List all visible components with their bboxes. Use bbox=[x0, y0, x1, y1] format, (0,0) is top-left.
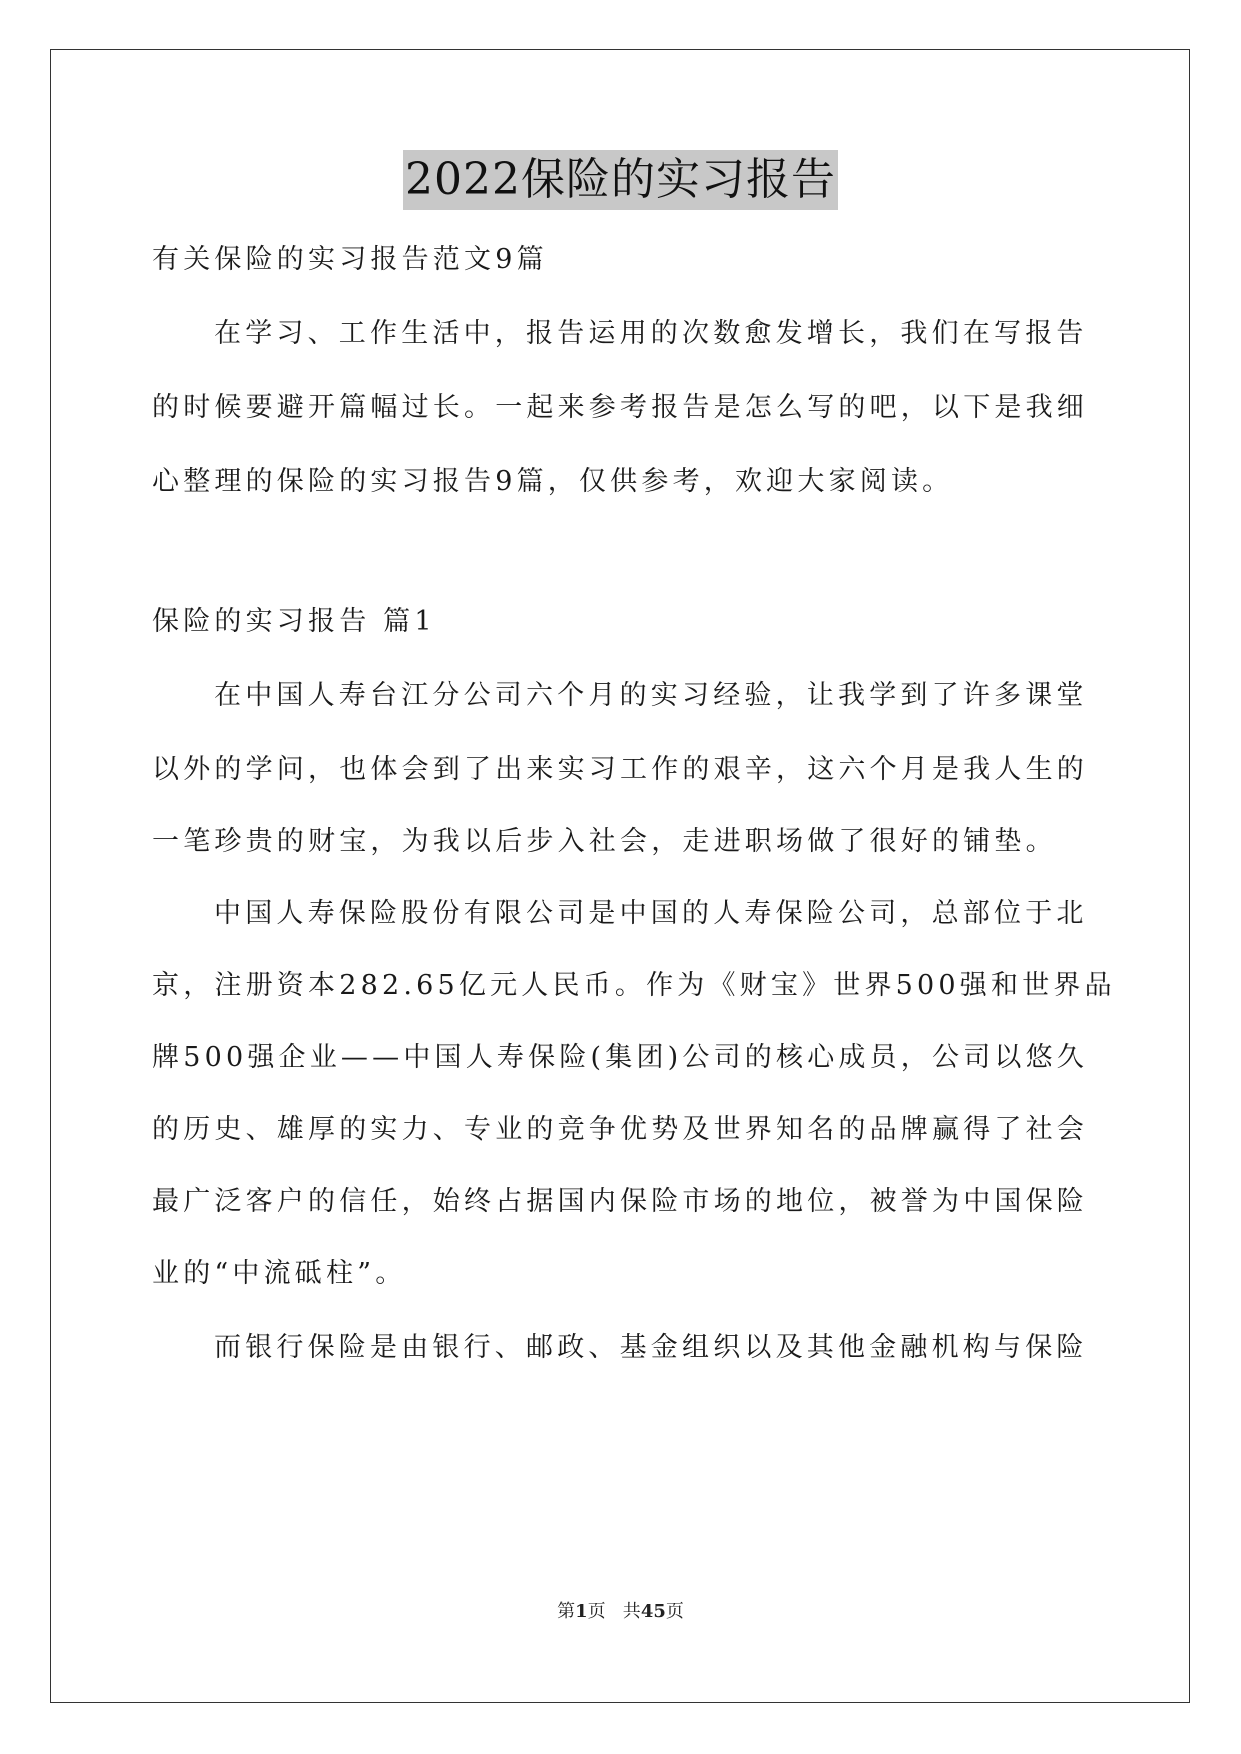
paragraph-line: 业的“中流砥柱”。 bbox=[152, 1258, 407, 1289]
total-pages: 45 bbox=[640, 1601, 666, 1622]
document-title: 2022保险的实习报告 bbox=[403, 150, 838, 210]
title-container bbox=[0, 150, 1241, 210]
footer-prefix: 第 bbox=[557, 1601, 576, 1622]
paragraph-line: 而银行保险是由银行、邮政、基金组织以及其他金融机构与保险 bbox=[214, 1332, 1088, 1363]
page-footer bbox=[0, 1600, 1241, 1624]
footer-suffix: 页 bbox=[665, 1601, 684, 1622]
footer-mid: 页 共 bbox=[587, 1601, 641, 1622]
paragraph-line: 在中国人寿台江分公司六个月的实习经验，让我学到了许多课堂 bbox=[214, 680, 1088, 711]
paragraph-line: 京，注册资本282.65亿元人民币。作为《财宝》世界500强和世界品 bbox=[152, 970, 1116, 1001]
intro-line: 的时候要避开篇幅过长。一起来参考报告是怎么写的吧，以下是我细 bbox=[152, 392, 1088, 423]
paragraph-line: 以外的学问，也体会到了出来实习工作的艰辛，这六个月是我人生的 bbox=[152, 754, 1088, 785]
document-subtitle: 有关保险的实习报告范文9篇 bbox=[152, 244, 548, 275]
paragraph-line: 最广泛客户的信任，始终占据国内保险市场的地位，被誉为中国保险 bbox=[152, 1186, 1088, 1217]
paragraph-line: 中国人寿保险股份有限公司是中国的人寿保险公司，总部位于北 bbox=[214, 898, 1088, 929]
page-border bbox=[50, 49, 1190, 1703]
page-number: 1 bbox=[575, 1601, 588, 1622]
intro-line: 在学习、工作生活中，报告运用的次数愈发增长，我们在写报告 bbox=[214, 318, 1088, 349]
paragraph-line: 一笔珍贵的财宝，为我以后步入社会，走进职场做了很好的铺垫。 bbox=[152, 826, 1057, 857]
section-heading: 保险的实习报告 篇1 bbox=[152, 606, 436, 637]
paragraph-line: 的历史、雄厚的实力、专业的竞争优势及世界知名的品牌赢得了社会 bbox=[152, 1114, 1088, 1145]
intro-line: 心整理的保险的实习报告9篇，仅供参考，欢迎大家阅读。 bbox=[152, 466, 954, 497]
paragraph-line: 牌500强企业——中国人寿保险(集团)公司的核心成员，公司以悠久 bbox=[152, 1042, 1089, 1073]
